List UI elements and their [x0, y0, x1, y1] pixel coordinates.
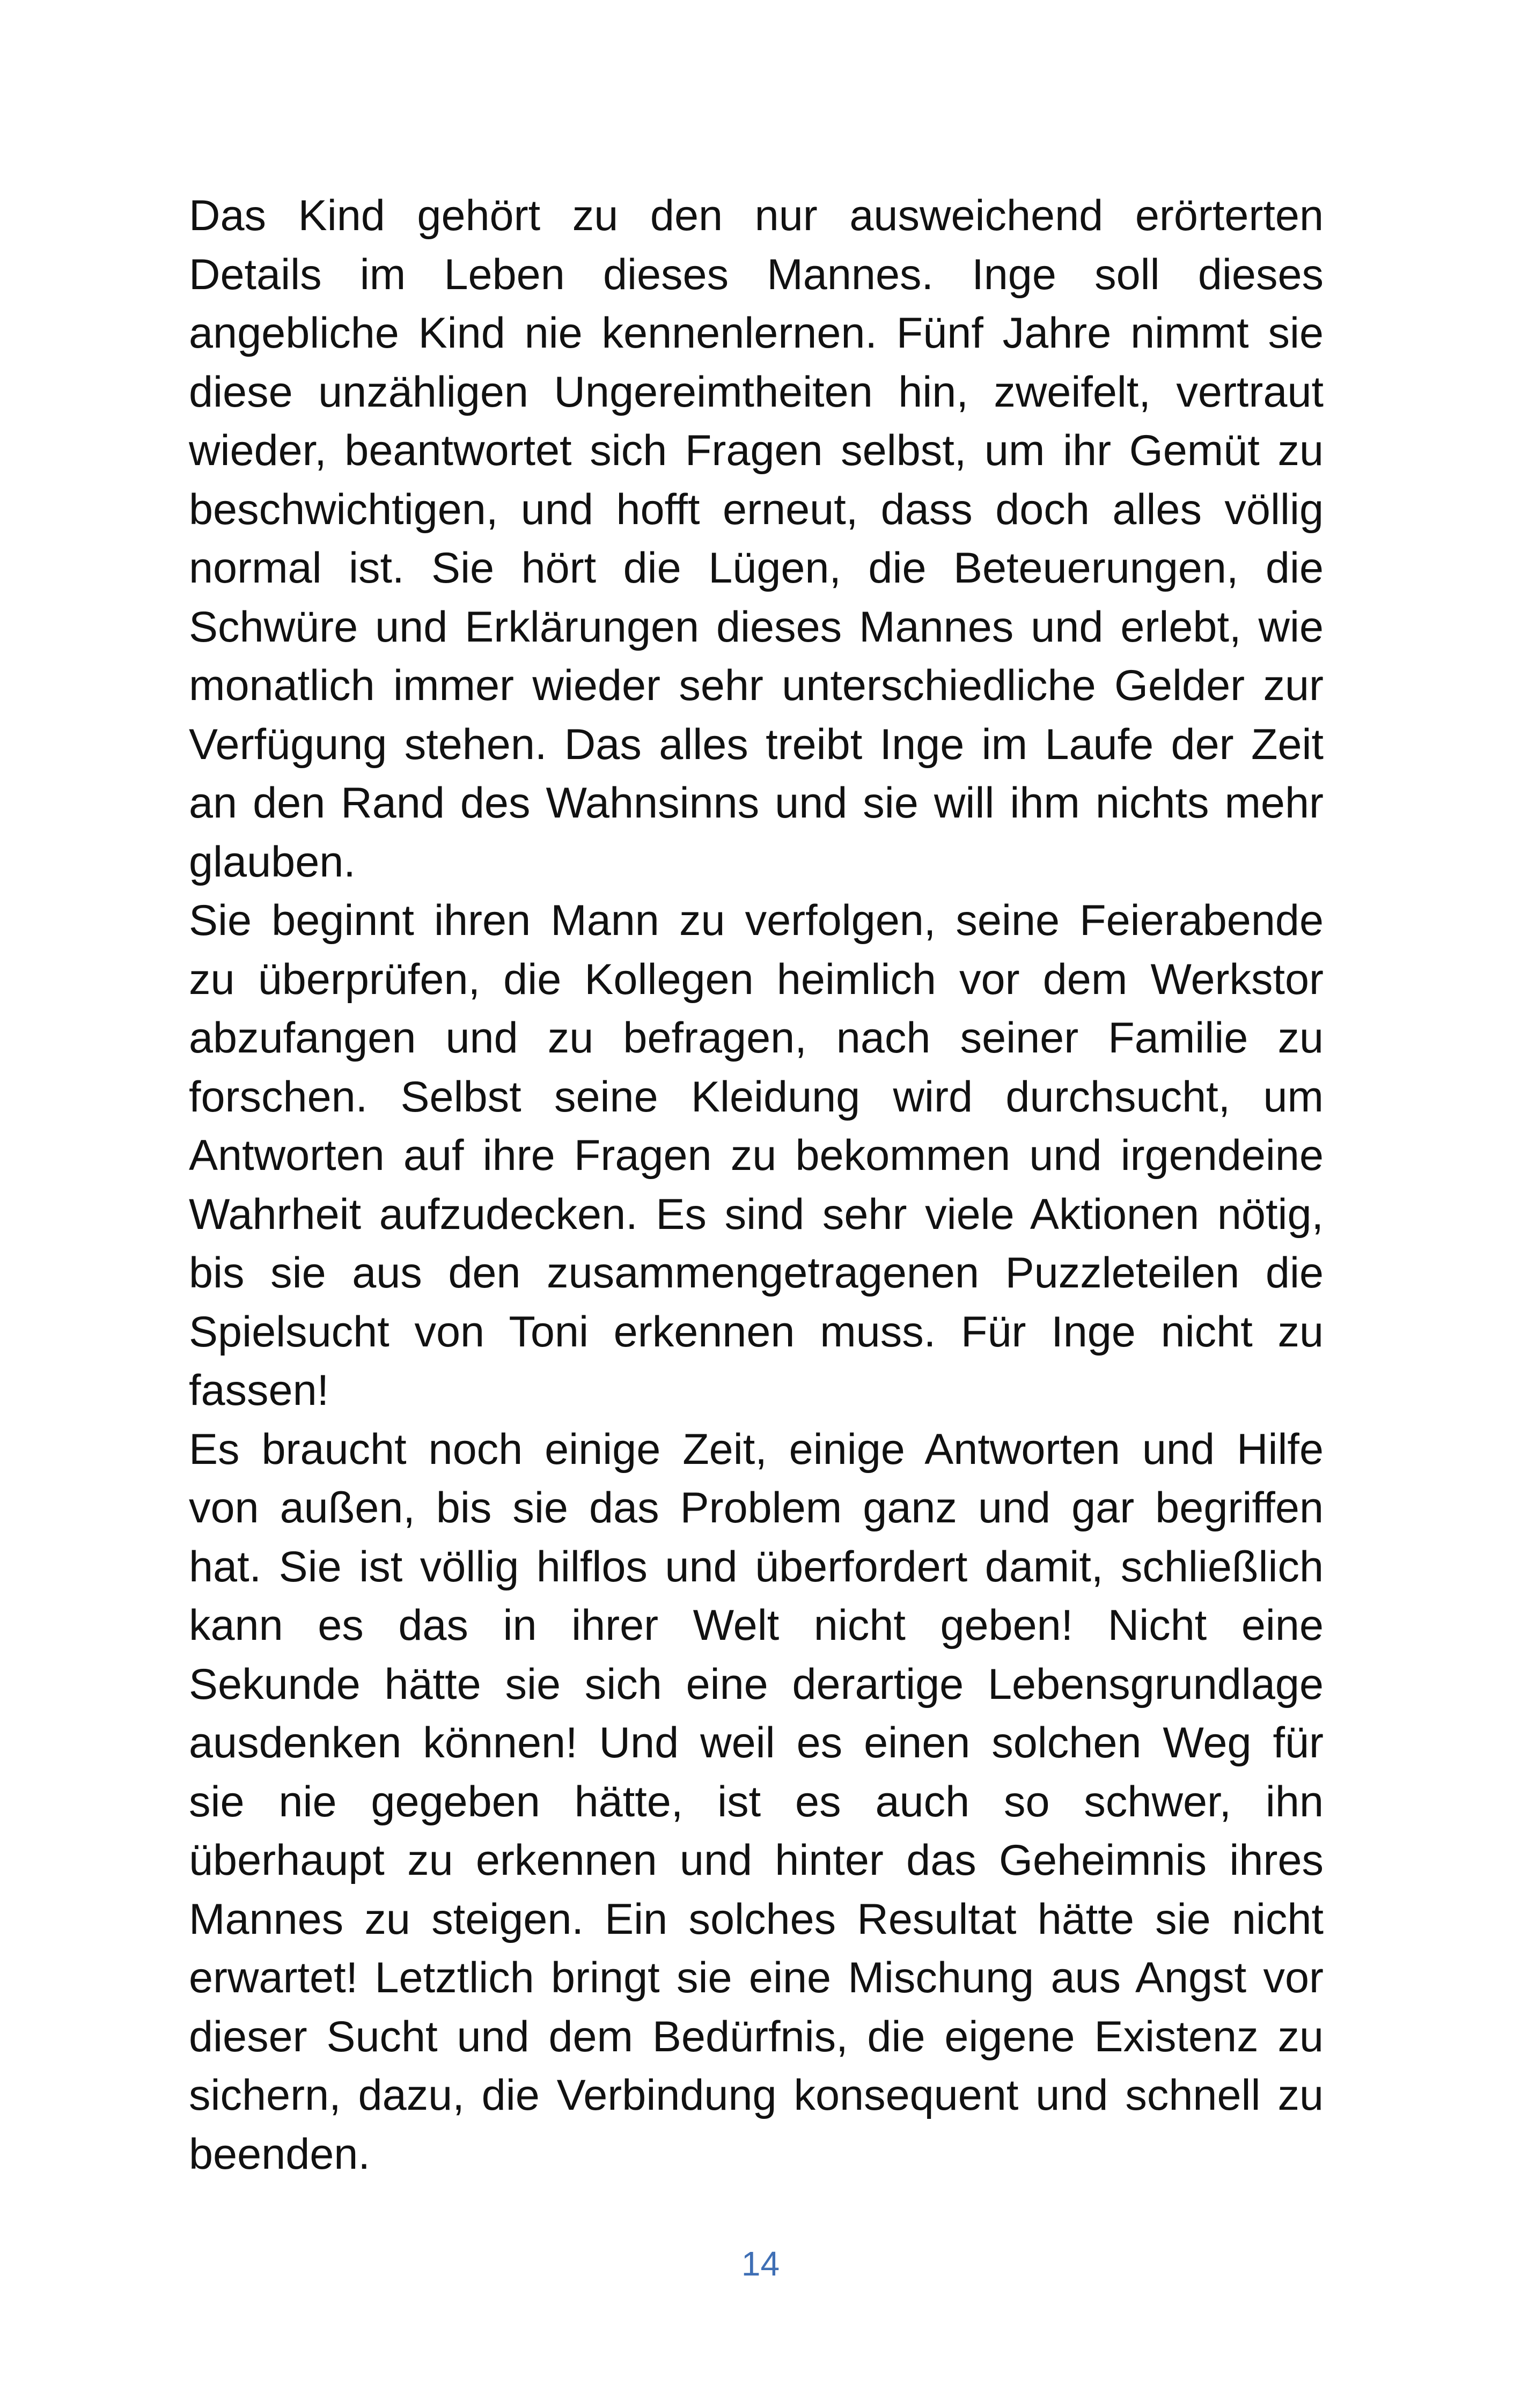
text-line: monatlich immer wieder sehr unterschiedliche Gelder zur [189, 661, 1324, 710]
text-line: dieser Sucht und dem Bedürfnis, die eigene Existenz zu [189, 2012, 1324, 2061]
text-line: beschwichtigen, und hofft erneut, dass doch alles völlig [189, 485, 1324, 534]
text-line: glauben. [189, 837, 356, 886]
text-line: Mannes zu steigen. Ein solches Resultat hätte sie nicht [189, 1895, 1324, 1943]
text-line: Details im Leben dieses Mannes. Inge soll dieses [189, 250, 1324, 299]
page-number: 14 [741, 2244, 780, 2283]
text-line: zu überprüfen, die Kollegen heimlich vor dem Werkstor [189, 955, 1324, 1004]
text-line: bis sie aus den zusammengetragenen Puzzleteilen die [189, 1249, 1324, 1297]
text-line: wieder, beantwortet sich Fragen selbst, um ihr Gemüt zu [189, 426, 1324, 475]
text-line: angebliche Kind nie kennenlernen. Fünf Jahre nimmt sie [189, 309, 1324, 357]
text-line: beenden. [189, 2130, 370, 2178]
text-line: Es braucht noch einige Zeit, einige Antworten und Hilfe [189, 1425, 1324, 1474]
text-line: kann es das in ihrer Welt nicht geben! Nicht eine [189, 1601, 1324, 1649]
text-line: Antworten auf ihre Fragen zu bekommen und irgendeine [189, 1131, 1324, 1180]
text-line: überhaupt zu erkennen und hinter das Geheimnis ihres [189, 1836, 1324, 1884]
paragraph [189, 1420, 1324, 2184]
text-line: Sekunde hätte sie sich eine derartige Lebensgrundlage [189, 1660, 1324, 1709]
text-line: sie nie gegeben hätte, ist es auch so schwer, ihn [189, 1777, 1324, 1826]
text-line: sichern, dazu, die Verbindung konsequent und schnell zu [189, 2071, 1324, 2119]
text-line: abzufangen und zu befragen, nach seiner Familie zu [189, 1014, 1324, 1062]
text-line: fassen! [189, 1366, 329, 1415]
text-line: an den Rand des Wahnsinns und sie will ihm nichts mehr [189, 779, 1324, 827]
text-line: Spielsucht von Toni erkennen muss. Für Inge nicht zu [189, 1307, 1324, 1356]
text-line: Sie beginnt ihren Mann zu verfolgen, seine Feierabende [189, 896, 1324, 945]
text-line: erwartet! Letztlich bringt sie eine Mischung aus Angst vor [189, 1954, 1324, 2002]
paragraph [189, 187, 1324, 892]
text-line: forschen. Selbst seine Kleidung wird durchsucht, um [189, 1072, 1324, 1121]
text-line: diese unzähligen Ungereimtheiten hin, zweifelt, vertraut [189, 367, 1324, 416]
body-text [189, 187, 1324, 2184]
paragraph [189, 892, 1324, 1420]
text-line: Das Kind gehört zu den nur ausweichend erörterten [189, 192, 1324, 240]
text-line: Wahrheit aufzudecken. Es sind sehr viele Aktionen nötig, [189, 1190, 1324, 1239]
text-line: von außen, bis sie das Problem ganz und gar begriffen [189, 1484, 1324, 1532]
text-line: hat. Sie ist völlig hilflos und überfordert damit, schließlich [189, 1542, 1324, 1591]
text-line: ausdenken können! Und weil es einen solchen Weg für [189, 1719, 1324, 1767]
text-line: normal ist. Sie hört die Lügen, die Beteuerungen, die [189, 544, 1324, 592]
text-line: Verfügung stehen. Das alles treibt Inge im Laufe der Zeit [189, 720, 1324, 769]
text-line: Schwüre und Erklärungen dieses Mannes und erlebt, wie [189, 602, 1324, 651]
